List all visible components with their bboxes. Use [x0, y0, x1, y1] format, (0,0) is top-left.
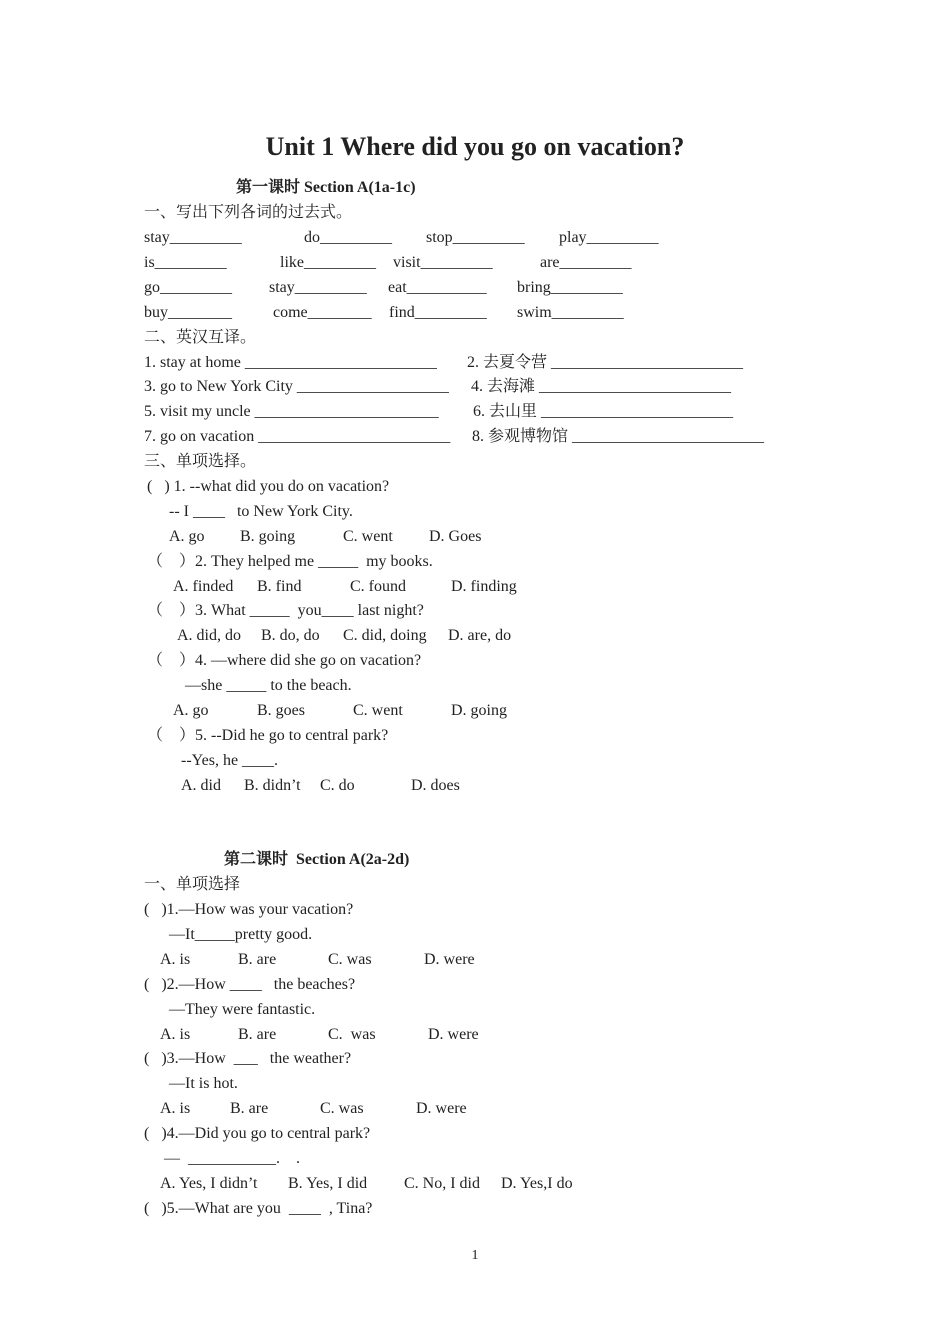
question-answer-line: —she _____ to the beach.	[185, 677, 352, 694]
word-blank: stop_________	[426, 229, 525, 246]
option: D. going	[451, 702, 507, 719]
question-text: ( )3.—How ___ the weather?	[144, 1050, 352, 1067]
word-blank: bring_________	[517, 279, 623, 296]
word-blank: eat__________	[388, 279, 487, 296]
option: D. were	[424, 951, 475, 968]
question-text: （ ）2. They helped me _____ my books.	[147, 553, 433, 570]
question-answer-line: -- I ____ to New York City.	[169, 503, 353, 520]
question-text: ( )5.—What are you ____ , Tina?	[144, 1200, 373, 1217]
question-answer-line: --Yes, he ____.	[181, 752, 279, 769]
option: A. finded	[173, 578, 234, 595]
question-answer-line: — ___________. .	[164, 1150, 300, 1167]
option: C. found	[350, 578, 406, 595]
page-title: Unit 1 Where did you go on vacation?	[265, 132, 685, 161]
option: D. finding	[451, 578, 517, 595]
word-blank: is_________	[144, 254, 227, 271]
option: C. No, I did	[404, 1175, 480, 1192]
page-number: 1	[471, 1248, 479, 1263]
question-text: ( )4.—Did you go to central park?	[144, 1125, 371, 1142]
lesson1-part3-label: 三、单项选择。	[144, 453, 257, 470]
option: B. are	[238, 1026, 277, 1043]
translation-item: 6. 去山里 ________________________	[473, 403, 734, 420]
translation-item: 8. 参观博物馆 ________________________	[472, 428, 765, 445]
word-blank: find_________	[389, 304, 487, 321]
question-text: ( )2.—How ____ the beaches?	[144, 976, 356, 993]
word-blank: buy________	[144, 304, 232, 321]
question-text: （ ）4. —where did she go on vacation?	[147, 652, 422, 669]
word-blank: visit_________	[393, 254, 493, 271]
option: C. went	[353, 702, 403, 719]
option: D. does	[411, 777, 460, 794]
question-text: ( ) 1. --what did you do on vacation?	[147, 478, 390, 495]
option: D. were	[428, 1026, 479, 1043]
option: A. is	[160, 1026, 191, 1043]
option: A. Yes, I didn’t	[160, 1175, 258, 1192]
word-blank: like_________	[280, 254, 376, 271]
word-blank: stay_________	[144, 229, 242, 246]
option: B. Yes, I did	[288, 1175, 368, 1192]
question-text: （ ）5. --Did he go to central park?	[147, 727, 389, 744]
option: D. were	[416, 1100, 467, 1117]
word-blank: go_________	[144, 279, 232, 296]
option: C. was	[328, 1026, 376, 1043]
option: A. is	[160, 951, 191, 968]
translation-item: 4. 去海滩 ________________________	[471, 378, 732, 395]
lesson2-heading: 第二课时 Section A(2a-2d)	[224, 851, 410, 868]
option: B. are	[230, 1100, 269, 1117]
lesson1-part1-label: 一、写出下列各词的过去式。	[144, 204, 353, 221]
option: B. do, do	[261, 627, 320, 644]
translation-item: 2. 去夏令营 ________________________	[467, 354, 744, 371]
option: A. did	[181, 777, 221, 794]
word-blank: swim_________	[517, 304, 624, 321]
option: C. do	[320, 777, 355, 794]
word-blank: play_________	[559, 229, 659, 246]
translation-item: 1. stay at home ________________________	[144, 354, 437, 371]
translation-item: 3. go to New York City ___________________	[144, 378, 449, 395]
question-text: ( )1.—How was your vacation?	[144, 901, 354, 918]
question-answer-line: —They were fantastic.	[169, 1001, 316, 1018]
option: A. did, do	[177, 627, 241, 644]
question-answer-line: —It is hot.	[169, 1075, 238, 1092]
lesson1-part2-label: 二、英汉互译。	[144, 329, 257, 346]
translation-item: 5. visit my uncle _______________________	[144, 403, 439, 420]
question-answer-line: —It_____pretty good.	[169, 926, 313, 943]
word-blank: do_________	[304, 229, 392, 246]
option: C. did, doing	[343, 627, 427, 644]
option: A. go	[169, 528, 205, 545]
word-blank: come________	[273, 304, 372, 321]
lesson1-heading: 第一课时 Section A(1a-1c)	[236, 179, 416, 196]
option: D. Yes,I do	[501, 1175, 573, 1192]
lesson2-part1-label: 一、单项选择	[144, 876, 241, 893]
option: D. Goes	[429, 528, 482, 545]
option: C. was	[328, 951, 372, 968]
word-blank: are_________	[540, 254, 632, 271]
option: B. going	[240, 528, 296, 545]
option: B. are	[238, 951, 277, 968]
option: D. are, do	[448, 627, 512, 644]
option: A. go	[173, 702, 209, 719]
translation-item: 7. go on vacation ________________________	[144, 428, 451, 445]
option: C. went	[343, 528, 393, 545]
option: B. find	[257, 578, 302, 595]
option: B. goes	[257, 702, 305, 719]
option: B. didn’t	[244, 777, 301, 794]
word-blank: stay_________	[269, 279, 367, 296]
question-text: （ ）3. What _____ you____ last night?	[147, 602, 424, 619]
option: C. was	[320, 1100, 364, 1117]
option: A. is	[160, 1100, 191, 1117]
